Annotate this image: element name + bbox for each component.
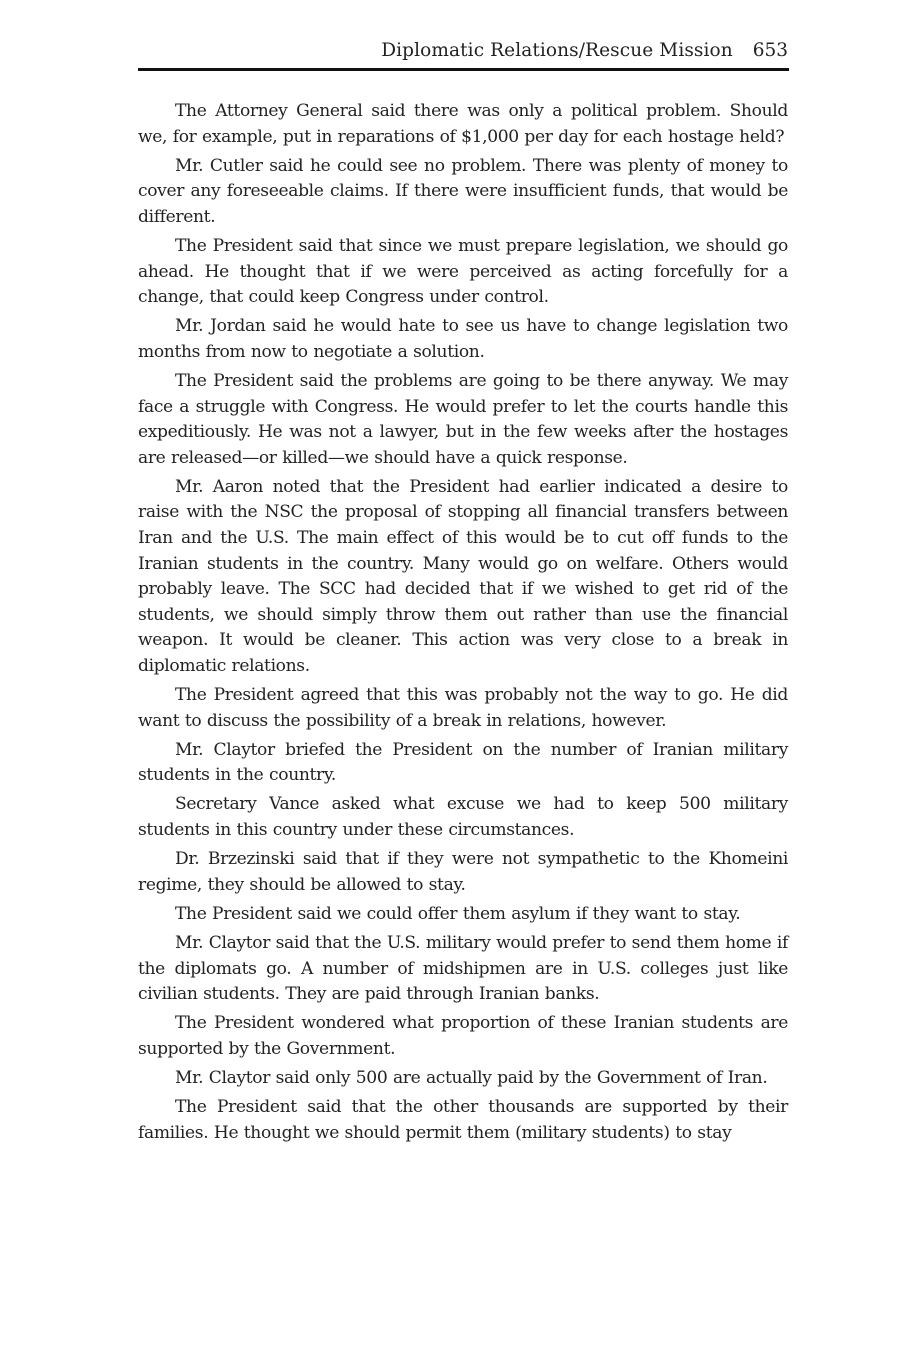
paragraph: The President said we could offer them asylum if they want to stay.	[175, 903, 741, 924]
page-number: 653	[752, 40, 788, 61]
header-rule	[138, 68, 789, 71]
paragraph: The President said the problems are going to be there anyway. We may face a struggle with Congress. He would prefer to let the courts handle this expeditiously. He was not a lawyer, but in the few weeks after the hostages are released—or killed—we should have a quick response.	[138, 370, 788, 468]
body-text	[138, 99, 788, 1150]
section-title: Diplomatic Relations/Rescue Mission	[381, 40, 733, 61]
running-head	[138, 36, 788, 66]
paragraph: Mr. Aaron noted that the President had earlier indicated a desire to raise with the NSC the proposal of stopping all financial transfers between Iran and the U.S. The main effect of this would be to cut off funds to the Iranian students in the country. Many would go on welfare. Others would probably leave. The SCC had decided that if we wished to get rid of the students, we should simply throw them out rather than use the financial weapon. It would be cleaner. This action was very close to a break in diplomatic relations.	[138, 476, 788, 676]
paragraph: The President said that the other thousands are supported by their families. He thought we should permit them (military students) to stay	[138, 1096, 788, 1143]
paragraph: Mr. Claytor said only 500 are actually paid by the Government of Iran.	[175, 1067, 768, 1088]
paragraph: Mr. Jordan said he would hate to see us have to change legislation two months from now to negotiate a solution.	[138, 316, 788, 362]
paragraph: The President said that since we must prepare legislation, we should go ahead. He thought that if we were perceived as acting forcefully for a change, that could keep Congress under control.	[138, 235, 788, 308]
paragraph: The Attorney General said there was only a political problem. Should we, for example, put in reparations of $1,000 per day for each hostage held?	[138, 101, 788, 147]
paragraph: Mr. Cutler said he could see no problem. There was plenty of money to cover any foreseeable claims. If there were insufficient funds, that would be different.	[138, 155, 788, 227]
paragraph: The President wondered what proportion of these Iranian students are supported by the Government.	[138, 1013, 788, 1059]
paragraph: Mr. Claytor said that the U.S. military would prefer to send them home if the diplomats go. A number of midshipmen are in U.S. colleges just like civilian students. They are paid through Iranian banks.	[138, 932, 788, 1005]
paragraph: Dr. Brzezinski said that if they were not sympathetic to the Khomeini regime, they should be allowed to stay.	[138, 849, 788, 895]
paragraph: Mr. Claytor briefed the President on the number of Iranian military students in the country.	[138, 739, 788, 786]
paragraph: The President agreed that this was probably not the way to go. He did want to discuss the possibility of a break in relations, however.	[138, 685, 788, 731]
paragraph: Secretary Vance asked what excuse we had to keep 500 military students in this country under these circumstances.	[138, 794, 788, 841]
